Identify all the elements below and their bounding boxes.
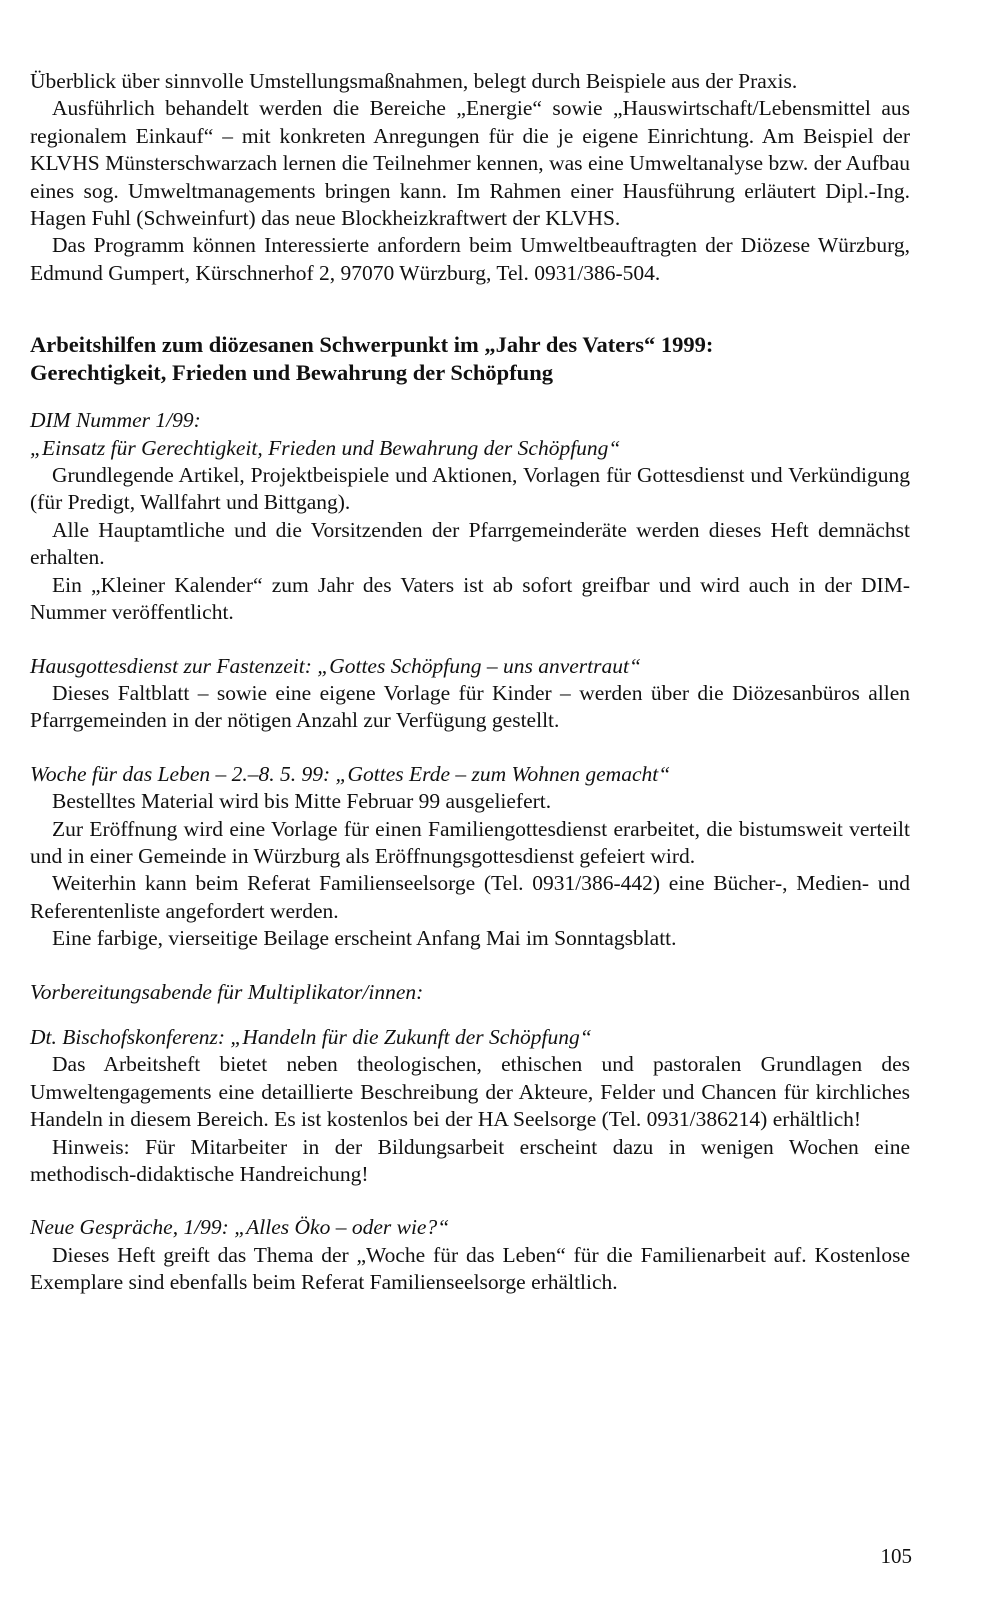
section-heading [30, 331, 910, 387]
bischofskonferenz-paragraph-1: Das Arbeitsheft bietet neben theologischen, ethischen und pastoralen Grundlagen des Umweltengagements eine detaillierte Beschreibung der Akteure, Felder und Chancen für kirchliches Handeln in diesem Bereich. Es ist kostenlos bei der HA Seelsorge (Tel. 0931/386214) erhältlich! [30, 1052, 910, 1132]
dim-block [30, 407, 910, 626]
section-heading-line-1: Arbeitshilfen zum diözesanen Schwerpunkt im „Jahr des Vaters“ 1999: [30, 332, 714, 358]
woche-paragraph-4: Eine farbige, vierseitige Beilage erscheint Anfang Mai im Sonntagsblatt. [52, 926, 677, 951]
hausgottesdienst-block [30, 653, 910, 735]
hausgottesdienst-title: Hausgottesdienst zur Fastenzeit: „Gottes Schöpfung – uns anvertraut“ [30, 653, 641, 678]
woche-paragraph-1: Bestelltes Material wird bis Mitte Februar 99 ausgeliefert. [52, 789, 552, 814]
neue-gespraeche-block [30, 1214, 910, 1296]
section-heading-line-2: Gerechtigkeit, Frieden und Bewahrung der Schöpfung [30, 360, 553, 386]
dim-paragraph-3: Ein „Kleiner Kalender“ zum Jahr des Vaters ist ab sofort greifbar und wird auch in der DIM-Nummer veröffentlicht. [30, 572, 910, 625]
hausgottesdienst-paragraph: Dieses Faltblatt – sowie eine eigene Vorlage für Kinder – werden über die Diözesanbüros allen Pfarrgemeinden in der nötigen Anzahl zur Verfügung gestellt. [30, 680, 910, 733]
neue-gespraeche-title: Neue Gespräche, 1/99: „Alles Öko – oder wie?“ [30, 1215, 450, 1240]
woche-block [30, 761, 910, 953]
dim-title: „Einsatz für Gerechtigkeit, Frieden und Bewahrung der Schöpfung“ [30, 435, 621, 460]
intro-paragraph-3: Das Programm können Interessierte anfordern beim Umweltbeauftragten der Diözese Würzburg, Edmund Gumpert, Kürschnerhof 2, 97070 Würzburg, Tel. 0931/386-504. [30, 233, 910, 285]
bischofskonferenz-paragraph-2: Hinweis: Für Mitarbeiter in der Bildungsarbeit erscheint dazu in wenigen Wochen eine methodisch-didaktische Handreichung! [30, 1134, 910, 1186]
vorbereitung-title: Vorbereitungsabende für Multiplikator/innen: [30, 979, 424, 1004]
page-number: 105 [880, 1544, 912, 1568]
woche-paragraph-2: Zur Eröffnung wird eine Vorlage für einen Familiengottesdienst erarbeitet, die bistumsweit verteilt und in einer Gemeinde in Würzburg als Eröffnungsgottesdienst gefeiert wird. [30, 816, 910, 868]
woche-paragraph-3: Weiterhin kann beim Referat Familienseelsorge (Tel. 0931/386-442) eine Bücher-, Medien- und Referentenliste angefordert werden. [30, 871, 910, 923]
intro-paragraph-2: Ausführlich behandelt werden die Bereiche „Energie“ sowie „Hauswirtschaft/Lebensmittel aus regionalem Einkauf“ – mit konkreten Anregungen für die je eigene Einrichtung. Am Beispiel der KLVHS Münsterschwarzach lernen die Teilnehmer kennen, was eine Umweltanalyse bzw. der Aufbau eines sog. Umweltmanagements bringen kann. Im Rahmen einer Hausführung erläutert Dipl.-Ing. Hagen Fuhl (Schweinfurt) das neue Blockheizkraftwert der KLVHS. [30, 96, 910, 231]
vorbereitung-block [30, 979, 910, 1006]
bischofskonferenz-title: Dt. Bischofskonferenz: „Handeln für die Zukunft der Schöpfung“ [30, 1024, 592, 1049]
dim-label: DIM Nummer 1/99: [30, 408, 201, 433]
woche-title: Woche für das Leben – 2.–8. 5. 99: „Gottes Erde – zum Wohnen gemacht“ [30, 761, 671, 786]
neue-gespraeche-paragraph: Dieses Heft greift das Thema der „Woche für das Leben“ für die Familienarbeit auf. Kostenlose Exemplare sind ebenfalls beim Referat Familienseelsorge erhältlich. [30, 1242, 910, 1295]
dim-paragraph-2: Alle Hauptamtliche und die Vorsitzenden der Pfarrgemeinderäte werden dieses Heft demnächst erhalten. [30, 517, 910, 570]
page-content [30, 68, 910, 1297]
bischofskonferenz-block [30, 1024, 910, 1188]
intro-paragraph-1: Überblick über sinnvolle Umstellungsmaßnahmen, belegt durch Beispiele aus der Praxis. [30, 69, 798, 93]
dim-paragraph-1: Grundlegende Artikel, Projektbeispiele und Aktionen, Vorlagen für Gottesdienst und Verkündigung (für Predigt, Wallfahrt und Bittgang). [30, 463, 910, 515]
